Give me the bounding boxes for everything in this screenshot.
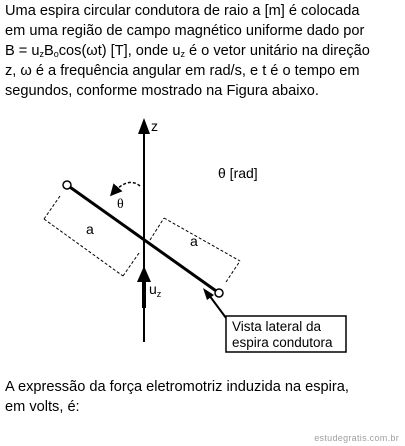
site-watermark: estudegratis.com.br — [314, 433, 399, 443]
theta-arc — [112, 182, 140, 194]
dimension-line-right — [164, 218, 240, 261]
question-prompt — [5, 377, 401, 417]
statement-line-1: Uma espira circular condutora de raio a [m] é colocada — [5, 3, 360, 19]
question-line-1: A expressão da força eletromotriz induzida na espira, — [5, 379, 349, 395]
z-axis-label: z — [151, 118, 158, 134]
loop-end-right — [215, 289, 223, 297]
statement-line-2: em uma região de campo magnético uniforme dado por — [5, 23, 365, 39]
subscript-o: o — [53, 49, 59, 59]
subscript-z: z — [39, 49, 44, 59]
subscript-z: z — [180, 49, 185, 59]
problem-statement — [5, 1, 401, 101]
radius-label-right: a — [190, 233, 198, 249]
field-eq-part: é o vetor unitário na direção — [184, 43, 370, 59]
radius-label-left: a — [86, 221, 94, 237]
loop-side-view-figure — [0, 110, 405, 360]
loop-end-left — [63, 181, 71, 189]
caption-line-1: Vista lateral da — [232, 319, 322, 334]
field-eq-part: B — [43, 43, 54, 59]
theta-symbol: θ — [117, 197, 124, 212]
theta-unit-label: θ [rad] — [218, 165, 258, 181]
field-eq-part: B = u — [5, 43, 40, 59]
z-axis-arrowhead — [138, 118, 150, 134]
uz-arrowhead — [137, 266, 151, 282]
field-eq-part: cos(ωt) [T], onde u — [58, 43, 181, 59]
dimension-line-left — [44, 219, 123, 276]
statement-line-5: segundos, conforme mostrado na Figura abaixo. — [5, 83, 319, 99]
caption-line-2: espira condutora — [232, 335, 333, 350]
statement-line-3 — [5, 41, 401, 61]
statement-line-4: z, ω é a frequência angular em rad/s, e t é o tempo em — [5, 63, 360, 79]
question-line-2: em volts, é: — [5, 399, 80, 415]
uz-label: $u_z$ — [149, 281, 162, 299]
